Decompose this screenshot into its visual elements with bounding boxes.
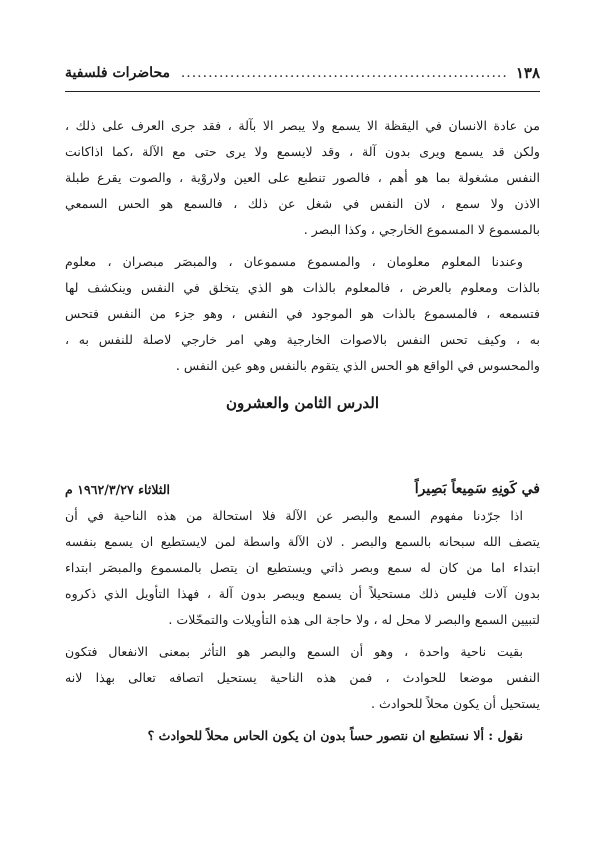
paragraph-line: النفس مشغولة بما هو أهم ، فالصور تنطبع على العين ولاروْية ، والصوت يقرع طبلة	[65, 170, 540, 185]
page-number: ١٣٨	[515, 64, 540, 82]
lesson-heading: الدرس الثامن والعشرون	[225, 394, 380, 412]
section-subheading: في كَونِهِ سَمِيعاً بَصِيراً	[414, 481, 540, 497]
paragraph-line: من عادة الانسان في اليقظة الا يسمع ولا يبصر الا بآلة ، فقد جرى العرف على ذلك ،	[65, 118, 540, 133]
paragraph-line: بالمسموع لا المسموع الخارجي ، وكذا البصر .	[303, 222, 540, 237]
paragraph-line: بقيت ناحية واحدة ، وهو أن السمع والبصر هو التأثر بمعنى الانفعال فتكون	[65, 644, 523, 659]
paragraph-line: النفس موضعا للحوادث ، فمن هذه الناحية يستحيل اتصافه تعالى بهذا لانه	[65, 670, 540, 685]
paragraph-line: وعندنا المعلوم معلومان ، والمسموع مسموعان ، والمبصَر مبصران ، معلوم	[65, 254, 523, 269]
paragraph-line: يستحيل أن يكون محلاً للحوادث .	[371, 696, 540, 711]
paragraph-line: بالذات ومعلوم بالعرض ، فالمعلوم بالذات هو الذي يتخلق في النفس وينكشف لها	[65, 280, 540, 295]
paragraph-line: به ، وكيف تحس النفس بالاصوات الخارجية وهي امر خارجي لاصلة للنفس به ،	[65, 332, 540, 347]
paragraph-line: والمحسوس في الواقع هو الحس الذي يتقوم بالنفس وهو عين النفس .	[175, 358, 540, 373]
paragraph-line: يتصف الله سبحانه بالسمع والبصر . لان الآلة واسطة لمن لايستطيع ان يسمع بنفسه	[65, 534, 540, 549]
paragraph-line: نقول : ألا نستطيع ان نتصور حساً بدون ان يكون الحاس محلاً للحوادث ؟	[147, 728, 523, 743]
paragraph-line: لتبيين السمع والبصر لا محل له ، ولا حاجة الى هذه التأويلات والتمحّلات .	[168, 612, 540, 627]
paragraph-line: الاذن ولا سمع ، لان النفس في شغل عن ذلك ، فالسمع هو الحس السمعي	[65, 196, 540, 211]
running-header	[65, 62, 540, 84]
paragraph-line: بدون آلات فليس ذلك مستحيلاً أن يسمع ويبصر بدون آلة ، فهذا التأويل الذي ذكروه	[65, 586, 540, 601]
paragraph-line: فتسمعه ، فالمسموع بالذات هو الموجود في النفس ، وهو جزء من النفس فتحس	[65, 306, 540, 321]
header-rule	[65, 91, 540, 92]
running-title: محاضرات فلسفية	[65, 65, 170, 81]
section-subheading-row	[65, 478, 540, 500]
paragraph-line: ابتداء اما من كان له سمع وبصر ذاتي ويستطيع ان يتصل بالمسموع والمبصَر ابتداء	[65, 560, 540, 575]
lecture-date: الثلاثاء ١٩٦٢/٣/٢٧ م	[65, 481, 171, 497]
header-leader-dots: ............................................................	[180, 65, 508, 81]
paragraph-line: ولكن قد يسمع ويرى بدون آلة ، وقد لايسمع ولا يرى حتى مع الآلة ،كما اذاكانت	[65, 144, 540, 159]
paragraph-line: اذا جرّدنا مفهوم السمع والبصر عن الآلة فلا استحالة من هذه الناحية في أن	[65, 508, 523, 523]
